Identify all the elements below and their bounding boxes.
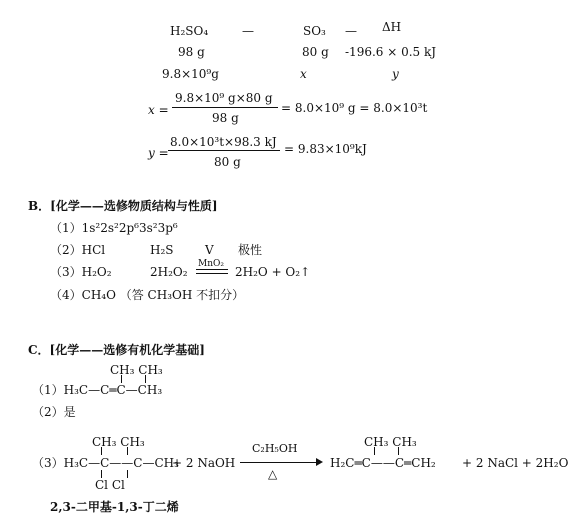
calc-x-numerator: 9.8×10⁹ g×80 g (175, 91, 273, 105)
bond-line-icon (398, 447, 399, 455)
section-b-q2-polarity: 极性 (238, 243, 263, 257)
bond-line-icon (127, 447, 128, 455)
section-b-q3-lhs: 2H₂O₂ (150, 265, 188, 279)
calc-y-lhs: y = (148, 146, 169, 160)
section-c-solvent: C₂H₅OH (252, 442, 298, 455)
section-c-reactant-methyls: CH₃ CH₃ (92, 435, 145, 449)
section-c-naoh: + 2 NaOH (172, 456, 236, 470)
section-c-product: H₂C═C——C═CH₂ (330, 456, 436, 470)
section-b-q3-catalyst: MnO₂ (198, 259, 224, 269)
table-dash-2: — (345, 24, 357, 38)
arrow-head-icon (316, 458, 323, 466)
calc-y-fraction-bar (168, 150, 280, 151)
bond-line-icon (374, 447, 375, 455)
calc-y-denominator: 80 g (214, 155, 241, 169)
calc-x-fraction-bar (172, 107, 278, 108)
table-r1-c3: -196.6 × 0.5 kJ (345, 45, 437, 59)
calc-y-result: = 9.83×10⁹kJ (284, 142, 367, 156)
calc-x-lhs: x = (148, 103, 169, 117)
section-b-q2-hcl: （2）HCl (50, 243, 106, 257)
calc-x-result: = 8.0×10⁹ g = 8.0×10³t (281, 101, 428, 115)
section-b-q1: （1）1s²2s²2p⁶3s²3p⁶ (50, 221, 178, 235)
section-c-product-name: 2,3-二甲基-1,3-丁二烯 (50, 500, 179, 514)
section-c-product-methyls: CH₃ CH₃ (364, 435, 417, 449)
bond-line-icon (127, 470, 128, 478)
table-delta-h: ΔH (382, 20, 402, 34)
section-b-q2-shape: V (205, 243, 214, 257)
section-b-heading: B．[化学——选修物质结构与性质] (28, 199, 218, 213)
section-b-q3-h2o2: （3）H₂O₂ (50, 265, 112, 279)
section-c-heat: △ (268, 467, 278, 481)
table-r2-c2: x (300, 67, 307, 81)
section-c-s1-methyls: CH₃ CH₃ (110, 363, 163, 377)
bond-line-icon (101, 470, 102, 478)
section-c-reactant: （3）H₃C—C——C—CH₃ (32, 456, 179, 470)
reaction-arrow-icon (240, 462, 318, 463)
table-r2-c1: 9.8×10⁹g (162, 67, 219, 81)
bond-line-icon (145, 375, 146, 383)
section-b-q3-rhs: 2H₂O + O₂↑ (235, 265, 311, 279)
table-r2-c3: y (392, 67, 399, 81)
bond-line-icon (121, 375, 122, 383)
table-r1-c2: 80 g (302, 45, 329, 59)
section-b-q4: （4）CH₄O （答 CH₃OH 不扣分） (50, 288, 245, 302)
section-c-q2: （2）是 (32, 405, 76, 419)
section-b-q2-h2s: H₂S (150, 243, 174, 257)
calc-y-numerator: 8.0×10³t×98.3 kJ (170, 135, 277, 149)
bond-line-icon (101, 447, 102, 455)
section-c-s1-structure: （1）H₃C—C═C—CH₃ (32, 383, 163, 397)
section-c-byproducts: + 2 NaCl + 2H₂O (462, 456, 569, 470)
equals-sign-icon (196, 269, 228, 274)
table-so3: SO₃ (303, 24, 326, 38)
table-h2so4: H₂SO₄ (170, 24, 209, 38)
section-c-heading: C．[化学——选修有机化学基础] (28, 343, 205, 357)
section-c-reactant-chlorines: Cl Cl (95, 478, 125, 492)
calc-x-denominator: 98 g (212, 111, 239, 125)
table-dash-1: — (242, 24, 254, 38)
table-r1-c1: 98 g (178, 45, 205, 59)
